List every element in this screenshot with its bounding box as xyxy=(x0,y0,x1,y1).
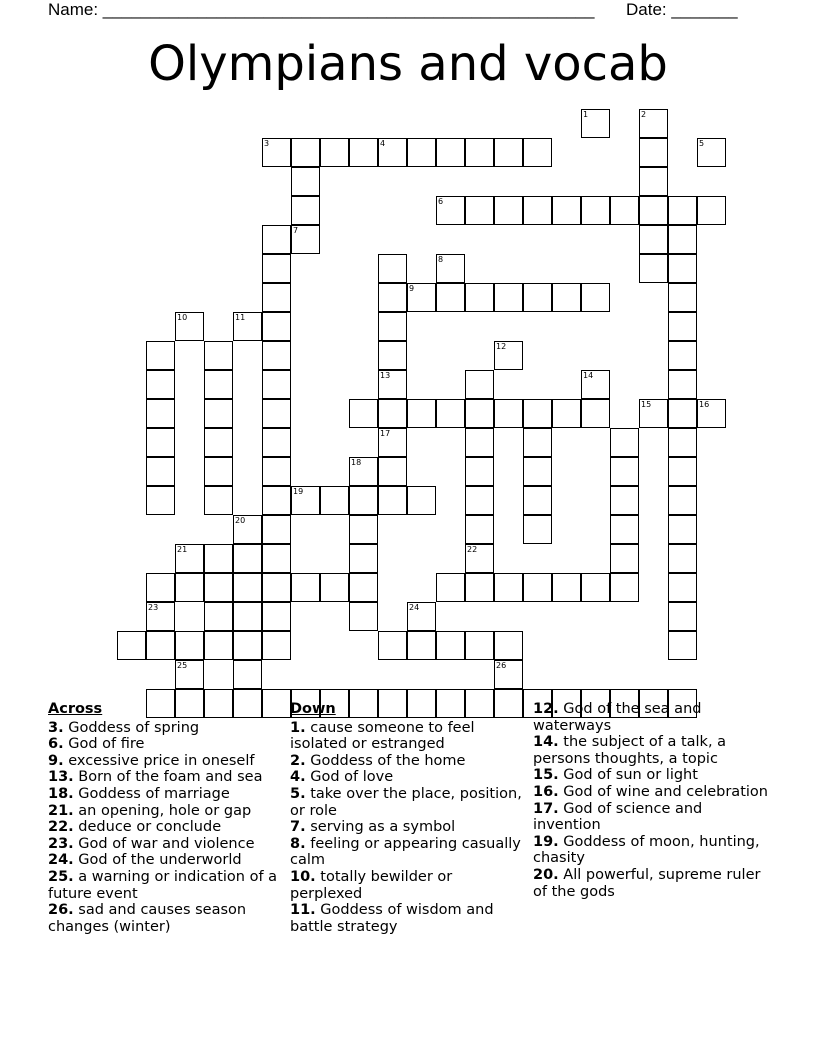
crossword-cell[interactable] xyxy=(581,196,610,225)
clue-number: 21 xyxy=(177,545,188,554)
clue-item xyxy=(533,767,773,784)
crossword-cell[interactable] xyxy=(639,167,668,196)
clue-item xyxy=(533,701,773,734)
crossword-cell[interactable] xyxy=(291,167,320,196)
crossword-cell[interactable] xyxy=(262,602,291,631)
crossword-cell[interactable] xyxy=(523,515,552,544)
clue-number-label: 17. xyxy=(533,800,559,817)
crossword-cell[interactable] xyxy=(668,283,697,312)
crossword-cell[interactable] xyxy=(262,486,291,515)
clue-number: 22 xyxy=(467,545,478,554)
crossword-cell[interactable] xyxy=(204,457,233,486)
crossword-cell[interactable] xyxy=(407,486,436,515)
crossword-cell[interactable] xyxy=(262,341,291,370)
clue-number: 6 xyxy=(438,197,444,206)
clue-number-label: 21. xyxy=(48,802,74,819)
crossword-cell[interactable] xyxy=(349,544,378,573)
crossword-cell[interactable] xyxy=(465,428,494,457)
crossword-cell[interactable] xyxy=(175,573,204,602)
crossword-cell[interactable] xyxy=(262,254,291,283)
clue-number-label: 22. xyxy=(48,819,74,836)
crossword-cell[interactable] xyxy=(349,573,378,602)
crossword-cell[interactable] xyxy=(494,283,523,312)
crossword-cell[interactable] xyxy=(465,370,494,399)
crossword-cell[interactable] xyxy=(697,138,726,167)
crossword-cell[interactable] xyxy=(552,573,581,602)
crossword-cell[interactable] xyxy=(668,544,697,573)
crossword-cell[interactable] xyxy=(668,196,697,225)
crossword-cell[interactable] xyxy=(610,196,639,225)
clue-text: an opening, hole or gap xyxy=(73,802,252,819)
clue-text: Born of the foam and sea xyxy=(73,769,263,786)
clue-item xyxy=(48,836,280,853)
crossword-cell[interactable] xyxy=(146,370,175,399)
clue-number: 3 xyxy=(264,139,270,148)
crossword-cell[interactable] xyxy=(668,457,697,486)
crossword-cell[interactable] xyxy=(465,196,494,225)
crossword-cell[interactable] xyxy=(407,399,436,428)
crossword-cell[interactable] xyxy=(610,573,639,602)
clue-item xyxy=(533,801,773,834)
clue-number-label: 25. xyxy=(48,868,74,885)
clue-item xyxy=(48,902,280,935)
clue-number: 5 xyxy=(699,139,705,148)
clue-text: God of the underworld xyxy=(73,852,242,869)
crossword-cell[interactable] xyxy=(581,283,610,312)
clue-text: a warning or indication of a future event xyxy=(48,868,278,902)
crossword-cell[interactable] xyxy=(523,457,552,486)
clue-text: sad and causes season changes (winter) xyxy=(48,902,247,935)
crossword-cell[interactable] xyxy=(436,283,465,312)
crossword-cell[interactable] xyxy=(494,138,523,167)
crossword-cell[interactable] xyxy=(639,196,668,225)
crossword-cell[interactable] xyxy=(610,486,639,515)
clue-text: Goddess of spring xyxy=(63,719,200,736)
crossword-cell[interactable] xyxy=(668,573,697,602)
crossword-cell[interactable] xyxy=(146,457,175,486)
clue-number: 10 xyxy=(177,313,188,322)
clue-number-label: 4. xyxy=(290,769,306,786)
clue-text: the subject of a talk, a persons thoughts, a topic xyxy=(533,734,727,767)
crossword-cell[interactable] xyxy=(581,109,610,138)
crossword-cell[interactable] xyxy=(552,196,581,225)
crossword-cell[interactable] xyxy=(175,312,204,341)
crossword-cell[interactable] xyxy=(494,399,523,428)
clue-text: Goddess of the home xyxy=(305,752,466,769)
crossword-cell[interactable] xyxy=(146,341,175,370)
clue-text: totally bewilder or perplexed xyxy=(290,868,453,902)
crossword-cell[interactable] xyxy=(610,544,639,573)
clue-item xyxy=(48,753,280,770)
crossword-cell[interactable] xyxy=(407,138,436,167)
crossword-cell[interactable] xyxy=(581,573,610,602)
clue-text: Goddess of moon, hunting, chasity xyxy=(533,833,760,867)
crossword-cell[interactable] xyxy=(523,573,552,602)
crossword-cell[interactable] xyxy=(465,457,494,486)
crossword-cell[interactable] xyxy=(436,254,465,283)
clue-number-label: 8. xyxy=(290,835,306,852)
clue-number: 26 xyxy=(496,661,507,670)
clue-item xyxy=(290,786,522,819)
crossword-cell[interactable] xyxy=(175,660,204,689)
crossword-cell[interactable] xyxy=(291,573,320,602)
crossword-cell[interactable] xyxy=(146,399,175,428)
crossword-cell[interactable] xyxy=(697,196,726,225)
clue-number: 23 xyxy=(148,603,159,612)
clue-item xyxy=(48,869,280,902)
clue-text: cause someone to feel isolated or estranged xyxy=(290,719,475,753)
clue-number-label: 14. xyxy=(533,734,559,751)
crossword-cell[interactable] xyxy=(117,631,146,660)
clue-item xyxy=(48,786,280,803)
clue-number: 20 xyxy=(235,516,246,525)
crossword-cell[interactable] xyxy=(291,138,320,167)
down-clue-list xyxy=(290,720,522,936)
crossword-cell[interactable] xyxy=(262,428,291,457)
crossword-cell[interactable] xyxy=(668,428,697,457)
crossword-cell[interactable] xyxy=(407,602,436,631)
clue-item xyxy=(533,784,773,801)
clue-text: God of wine and celebration xyxy=(558,783,768,800)
crossword-cell[interactable] xyxy=(262,544,291,573)
crossword-cell[interactable] xyxy=(175,544,204,573)
crossword-cell[interactable] xyxy=(204,631,233,660)
crossword-cell[interactable] xyxy=(349,602,378,631)
crossword-cell[interactable] xyxy=(639,225,668,254)
clue-number: 24 xyxy=(409,603,420,612)
crossword-cell[interactable] xyxy=(320,573,349,602)
crossword-cell[interactable] xyxy=(523,196,552,225)
crossword-cell[interactable] xyxy=(378,254,407,283)
crossword-cell[interactable] xyxy=(436,573,465,602)
crossword-cell[interactable] xyxy=(668,486,697,515)
crossword-cell[interactable] xyxy=(494,660,523,689)
crossword-cell[interactable] xyxy=(668,602,697,631)
clue-text: God of war and violence xyxy=(73,835,255,852)
crossword-cell[interactable] xyxy=(378,457,407,486)
crossword-cell[interactable] xyxy=(465,544,494,573)
clue-number-label: 24. xyxy=(48,852,74,869)
crossword-cell[interactable] xyxy=(146,602,175,631)
crossword-cell[interactable] xyxy=(291,225,320,254)
crossword-cell[interactable] xyxy=(465,515,494,544)
crossword-cell[interactable] xyxy=(378,428,407,457)
crossword-cell[interactable] xyxy=(697,399,726,428)
crossword-cell[interactable] xyxy=(204,341,233,370)
clue-number-label: 7. xyxy=(290,819,306,836)
down-clues-column-continued xyxy=(533,701,773,900)
clue-number-label: 18. xyxy=(48,785,74,802)
crossword-cell[interactable] xyxy=(262,399,291,428)
crossword-cell[interactable] xyxy=(523,138,552,167)
clue-number: 15 xyxy=(641,400,652,409)
crossword-cell[interactable] xyxy=(494,196,523,225)
crossword-cell[interactable] xyxy=(146,573,175,602)
crossword-cell[interactable] xyxy=(146,428,175,457)
clue-text: deduce or conclude xyxy=(73,819,222,836)
crossword-cell[interactable] xyxy=(465,399,494,428)
clue-text: Goddess of marriage xyxy=(73,785,230,802)
crossword-cell[interactable] xyxy=(639,109,668,138)
clue-item xyxy=(48,819,280,836)
crossword-cell[interactable] xyxy=(262,573,291,602)
clue-text: God of fire xyxy=(63,736,145,753)
clue-item xyxy=(290,769,522,786)
crossword-cell[interactable] xyxy=(523,399,552,428)
crossword-cell[interactable] xyxy=(465,486,494,515)
crossword-cell[interactable] xyxy=(668,631,697,660)
crossword-cell[interactable] xyxy=(349,515,378,544)
crossword-cell[interactable] xyxy=(668,341,697,370)
clue-item xyxy=(533,867,773,900)
clue-text: All powerful, supreme ruler of the gods xyxy=(533,866,761,900)
crossword-cell[interactable] xyxy=(378,370,407,399)
crossword-cell[interactable] xyxy=(233,602,262,631)
crossword-cell[interactable] xyxy=(378,341,407,370)
crossword-cell[interactable] xyxy=(233,515,262,544)
crossword-cell[interactable] xyxy=(668,225,697,254)
crossword-cell[interactable] xyxy=(204,544,233,573)
crossword-cell[interactable] xyxy=(204,602,233,631)
clue-number: 11 xyxy=(235,313,246,322)
crossword-cell[interactable] xyxy=(581,399,610,428)
crossword-cell[interactable] xyxy=(175,631,204,660)
clue-item xyxy=(290,836,522,869)
crossword-cell[interactable] xyxy=(610,515,639,544)
crossword-cell[interactable] xyxy=(523,428,552,457)
crossword-cell[interactable] xyxy=(262,370,291,399)
crossword-cell[interactable] xyxy=(378,312,407,341)
clue-number-label: 3. xyxy=(48,719,64,736)
crossword-cell[interactable] xyxy=(291,196,320,225)
crossword-cell[interactable] xyxy=(233,312,262,341)
clue-text: feeling or appearing casually calm xyxy=(290,835,521,869)
crossword-cell[interactable] xyxy=(262,312,291,341)
clue-number-label: 13. xyxy=(48,769,74,786)
crossword-cell[interactable] xyxy=(349,486,378,515)
down-heading: Down xyxy=(290,701,336,717)
clue-item xyxy=(290,753,522,770)
clue-item xyxy=(290,819,522,836)
crossword-cell[interactable] xyxy=(204,428,233,457)
clue-number-label: 10. xyxy=(290,868,316,885)
crossword-cell[interactable] xyxy=(668,370,697,399)
date-field-label: Date: _______ xyxy=(626,0,738,19)
crossword-cell[interactable] xyxy=(320,138,349,167)
crossword-cell[interactable] xyxy=(233,631,262,660)
crossword-cell[interactable] xyxy=(436,631,465,660)
crossword-cell[interactable] xyxy=(668,312,697,341)
crossword-cell[interactable] xyxy=(320,486,349,515)
clue-number-label: 2. xyxy=(290,752,306,769)
crossword-cell[interactable] xyxy=(436,399,465,428)
crossword-cell[interactable] xyxy=(668,399,697,428)
crossword-cell[interactable] xyxy=(465,283,494,312)
crossword-cell[interactable] xyxy=(146,486,175,515)
crossword-cell[interactable] xyxy=(465,138,494,167)
page-title: Olympians and vocab xyxy=(148,36,668,92)
crossword-cell[interactable] xyxy=(233,544,262,573)
clue-number-label: 6. xyxy=(48,736,64,753)
clue-number-label: 12. xyxy=(533,701,559,717)
crossword-cell[interactable] xyxy=(552,399,581,428)
crossword-cell[interactable] xyxy=(494,573,523,602)
crossword-cell[interactable] xyxy=(610,457,639,486)
crossword-cell[interactable] xyxy=(378,283,407,312)
clue-text: God of love xyxy=(305,769,394,786)
crossword-cell[interactable] xyxy=(407,631,436,660)
clue-item xyxy=(48,769,280,786)
clue-text: excessive price in oneself xyxy=(63,752,255,769)
clue-text: take over the place, position, or role xyxy=(290,785,522,819)
crossword-cell[interactable] xyxy=(465,573,494,602)
clue-number-label: 5. xyxy=(290,785,306,802)
clue-number-label: 16. xyxy=(533,783,559,800)
crossword-cell[interactable] xyxy=(436,138,465,167)
crossword-cell[interactable] xyxy=(494,631,523,660)
crossword-cell[interactable] xyxy=(378,138,407,167)
clue-item xyxy=(48,852,280,869)
clue-number: 17 xyxy=(380,429,391,438)
across-clue-list xyxy=(48,720,280,936)
crossword-cell[interactable] xyxy=(523,283,552,312)
crossword-cell[interactable] xyxy=(204,370,233,399)
crossword-cell[interactable] xyxy=(349,399,378,428)
clue-text: God of sun or light xyxy=(558,767,698,784)
crossword-cell[interactable] xyxy=(262,515,291,544)
clue-item xyxy=(48,803,280,820)
clue-item xyxy=(533,734,773,767)
clue-item xyxy=(290,720,522,753)
clue-number: 4 xyxy=(380,139,386,148)
clue-number: 2 xyxy=(641,110,647,119)
crossword-cell[interactable] xyxy=(349,457,378,486)
clue-number: 18 xyxy=(351,458,362,467)
crossword-cell[interactable] xyxy=(668,515,697,544)
clue-number: 8 xyxy=(438,255,444,264)
crossword-cell[interactable] xyxy=(291,486,320,515)
crossword-cell[interactable] xyxy=(262,138,291,167)
crossword-cell[interactable] xyxy=(349,138,378,167)
clue-number: 13 xyxy=(380,371,391,380)
crossword-cell[interactable] xyxy=(639,254,668,283)
clue-number-label: 23. xyxy=(48,835,74,852)
clue-text: serving as a symbol xyxy=(305,819,456,836)
crossword-cell[interactable] xyxy=(494,341,523,370)
crossword-cell[interactable] xyxy=(639,399,668,428)
clue-text: God of science and invention xyxy=(533,800,703,834)
crossword-cell[interactable] xyxy=(233,660,262,689)
clue-number-label: 26. xyxy=(48,902,74,919)
crossword-cell[interactable] xyxy=(523,486,552,515)
crossword-cell[interactable] xyxy=(378,486,407,515)
clue-number: 12 xyxy=(496,342,507,351)
crossword-cell[interactable] xyxy=(552,283,581,312)
clue-number: 7 xyxy=(293,226,299,235)
crossword-cell[interactable] xyxy=(204,399,233,428)
crossword-cell[interactable] xyxy=(378,399,407,428)
down-clue-list-continued xyxy=(533,701,773,900)
down-clues-column xyxy=(290,701,522,935)
clue-number: 9 xyxy=(409,284,415,293)
crossword-cell[interactable] xyxy=(436,196,465,225)
crossword-cell[interactable] xyxy=(610,428,639,457)
crossword-cell[interactable] xyxy=(378,631,407,660)
across-heading: Across xyxy=(48,701,103,717)
crossword-cell[interactable] xyxy=(262,283,291,312)
crossword-cell[interactable] xyxy=(204,486,233,515)
clue-item xyxy=(533,834,773,867)
crossword-cell[interactable] xyxy=(146,631,175,660)
clue-number-label: 11. xyxy=(290,902,316,919)
clue-number: 1 xyxy=(583,110,589,119)
crossword-cell[interactable] xyxy=(407,283,436,312)
clue-number-label: 19. xyxy=(533,833,559,850)
across-clues-column xyxy=(48,701,280,935)
crossword-cell[interactable] xyxy=(262,631,291,660)
crossword-cell[interactable] xyxy=(465,631,494,660)
clue-item xyxy=(290,902,522,935)
clue-number-label: 15. xyxy=(533,767,559,784)
clue-number-label: 1. xyxy=(290,719,306,736)
clue-number-label: 20. xyxy=(533,866,559,883)
crossword-cell[interactable] xyxy=(639,138,668,167)
clue-number: 25 xyxy=(177,661,188,670)
crossword-cell[interactable] xyxy=(262,457,291,486)
clue-text: God of the sea and waterways xyxy=(533,701,702,734)
clue-item xyxy=(48,736,280,753)
crossword-cell[interactable] xyxy=(668,254,697,283)
crossword-cell[interactable] xyxy=(581,370,610,399)
name-field-label: Name: ____________________________________________________ xyxy=(48,0,595,19)
clue-text: Goddess of wisdom and battle strategy xyxy=(290,902,494,935)
crossword-cell[interactable] xyxy=(233,573,262,602)
clue-number: 16 xyxy=(699,400,710,409)
crossword-cell[interactable] xyxy=(262,225,291,254)
clue-item xyxy=(48,720,280,737)
clue-item xyxy=(290,869,522,902)
clue-number: 14 xyxy=(583,371,594,380)
clue-number: 19 xyxy=(293,487,304,496)
crossword-cell[interactable] xyxy=(204,573,233,602)
clue-number-label: 9. xyxy=(48,752,64,769)
